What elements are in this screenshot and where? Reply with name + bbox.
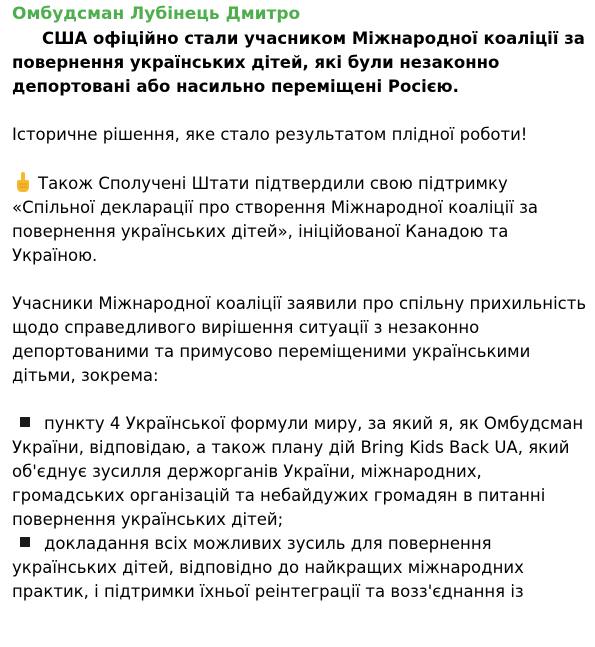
message-support-text: Також Сполучені Штати підтвердили свою підтримку «Спільної декларації про створення Міжнародної коаліції за повернення українських дітей», ініційованої Канадою та Україною. xyxy=(12,174,538,265)
paragraph-gap xyxy=(12,147,589,171)
bullet-item xyxy=(12,532,589,604)
bullet-item-text: пункту 4 Української формули миру, за який я, як Омбудсман України, відповідаю, а також плану дій Bring Kids Back UA, який об'єднує зусилля держорганів України, міжнародних, громадських організацій та небайдужих громадян в питанні повернення українських дітей; xyxy=(12,414,584,529)
message-commitment: Учасники Міжнародної коаліції заявили про спільну прихильність щодо справедливого вирішення ситуації з незаконно депортованими та примусово переміщеними українськими дітьми, зокрема: xyxy=(12,294,587,385)
message-historic: Історичне рішення, яке стало результатом плідної роботи! xyxy=(12,125,528,144)
author-name[interactable]: Омбудсман Лубінець Дмитро xyxy=(12,4,301,24)
bullet-item xyxy=(12,412,589,532)
black-square-icon xyxy=(20,417,30,427)
message-support xyxy=(12,171,589,268)
message-title-text: США офіційно стали учасником Міжнародної коаліції за повернення українських дітей, які були незаконно депортовані або насильно переміщені Росією. xyxy=(12,29,585,96)
pointing-finger-icon xyxy=(12,171,34,193)
black-square-icon xyxy=(20,537,30,547)
paragraph-gap xyxy=(12,268,589,292)
paragraph-gap xyxy=(12,388,589,412)
paragraph-gap xyxy=(12,99,589,123)
message-title xyxy=(12,27,589,99)
bullet-item-text: докладання всіх можливих зусиль для повернення українських дітей, відповідно до найкращих міжнародних практик, і підтримки їхньої реінтеграції та возз'єднання із xyxy=(12,534,524,601)
